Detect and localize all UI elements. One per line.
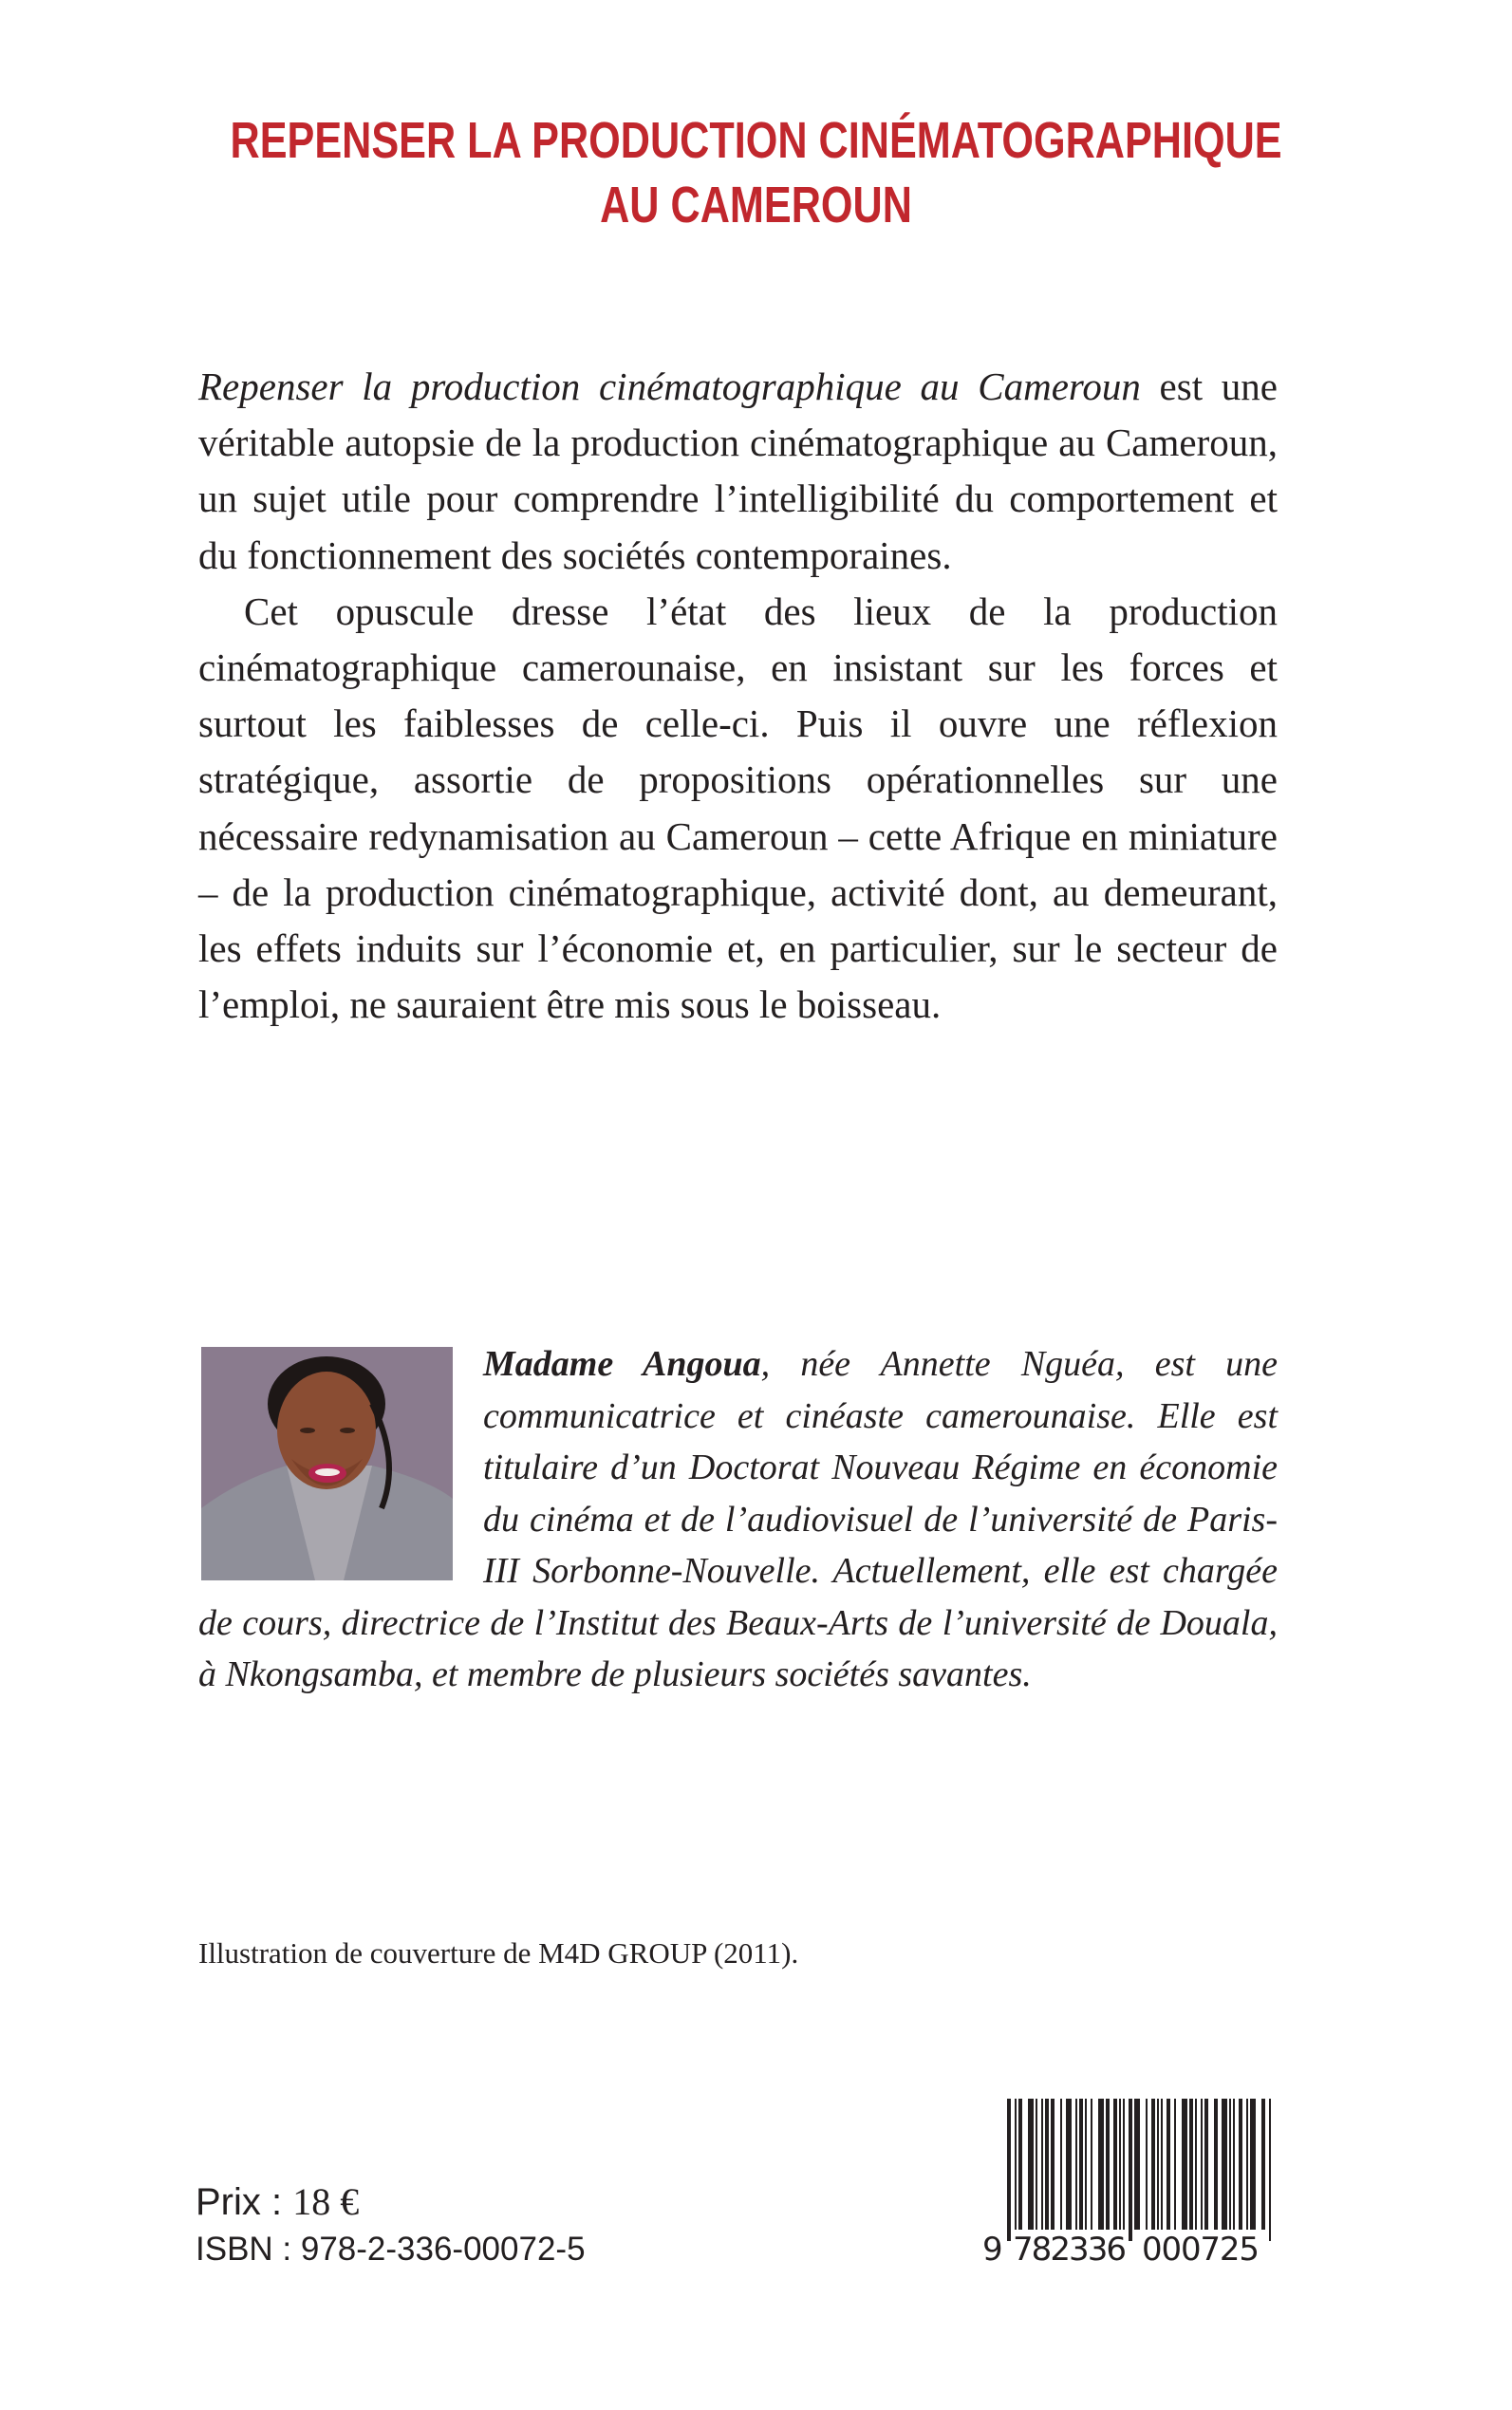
barcode-bar bbox=[1239, 2099, 1242, 2230]
price-value: 18 € bbox=[292, 2180, 360, 2223]
barcode-bar bbox=[1189, 2099, 1193, 2230]
barcode-digit-first: 9 bbox=[982, 2231, 1003, 2265]
book-title-line-1: REPENSER LA PRODUCTION CINÉMATOGRAPHIQUE bbox=[230, 112, 1282, 169]
barcode-bar bbox=[1028, 2099, 1034, 2230]
barcode-bar bbox=[1085, 2099, 1087, 2230]
author-bio bbox=[198, 1338, 1278, 1701]
blurb-paragraph-1 bbox=[198, 359, 1278, 584]
barcode-bar bbox=[1201, 2099, 1203, 2230]
barcode-bar bbox=[1233, 2099, 1235, 2230]
barcode-bar bbox=[1269, 2099, 1271, 2241]
barcode-bar bbox=[1229, 2099, 1231, 2230]
blurb-text: est une véritable autopsie de la production cinématographique au Cameroun, un sujet utile pour comprendre l’intelligibilité du comportement et du fonctionnement des sociétés contemporaines. bbox=[198, 364, 1278, 577]
barcode-bar bbox=[1036, 2099, 1037, 2230]
barcode bbox=[982, 2099, 1279, 2265]
barcode-bar bbox=[1174, 2099, 1176, 2230]
barcode-bar bbox=[1091, 2099, 1092, 2230]
barcode-bar bbox=[1060, 2099, 1062, 2230]
barcode-bar bbox=[1146, 2099, 1148, 2230]
price bbox=[196, 2179, 359, 2224]
barcode-bar bbox=[1129, 2099, 1132, 2241]
barcode-bar bbox=[1041, 2099, 1043, 2230]
price-label: Prix : bbox=[196, 2181, 293, 2223]
isbn: ISBN : 978-2-336-00072-5 bbox=[196, 2231, 586, 2268]
barcode-bar bbox=[1151, 2099, 1155, 2230]
author-bio-text: , née Annette Nguéa, est une communicatrice et cinéaste camerounaise. Elle est titulaire d’un Doctorat Nouveau Régime en économie du cinéma et de l’audiovisuel de l’université de Paris-III Sorbonne-Nouvelle. Actuellement, elle est chargée de cours, directrice de l’Institut des Beaux-Arts de l’université de Douala, à Nkongsamba, et membre de plusieurs sociétés savantes. bbox=[198, 1344, 1278, 1694]
barcode-bar bbox=[1261, 2099, 1265, 2230]
barcode-bar bbox=[1250, 2099, 1256, 2230]
barcode-bar bbox=[1106, 2099, 1110, 2230]
barcode-bar bbox=[1214, 2099, 1218, 2230]
blurb-book-title: Repenser la production cinématographique au Cameroun bbox=[198, 364, 1141, 408]
barcode-bar bbox=[1222, 2099, 1227, 2230]
barcode-bar bbox=[1007, 2099, 1011, 2241]
barcode-bar bbox=[1167, 2099, 1170, 2230]
barcode-bar bbox=[1079, 2099, 1083, 2230]
book-title-line-2: AU CAMEROUN bbox=[600, 177, 912, 234]
barcode-bar bbox=[1157, 2099, 1159, 2230]
barcode-digits-left: 782336 bbox=[1013, 2231, 1127, 2265]
barcode-bar bbox=[1161, 2099, 1163, 2230]
barcode-digits-right: 000725 bbox=[1142, 2231, 1260, 2265]
author-name: Madame Angoua bbox=[483, 1344, 761, 1384]
barcode-bar bbox=[1195, 2099, 1197, 2230]
barcode-bar bbox=[1015, 2099, 1017, 2230]
barcode-bar bbox=[1204, 2099, 1208, 2230]
book-blurb bbox=[198, 359, 1278, 1033]
barcode-bar bbox=[1051, 2099, 1055, 2230]
barcode-bar bbox=[1018, 2099, 1022, 2230]
barcode-bar bbox=[1098, 2099, 1104, 2230]
barcode-bar bbox=[1066, 2099, 1072, 2230]
barcode-bar bbox=[1045, 2099, 1049, 2230]
barcode-bar bbox=[1246, 2099, 1248, 2230]
barcode-bar bbox=[1123, 2099, 1125, 2230]
blurb-paragraph-2: Cet opuscule dresse l’état des lieux de la production cinématographique camerounaise, en insistant sur les forces et surtout les faiblesses de celle-ci. Puis il ouvre une réflexion stratégique, assortie de propositions opérationnelles sur une nécessaire redynamisation au Cameroun – cette Afrique en miniature – de la production cinématographique, activité dont, au demeurant, les effets induits sur l’économie et, en particulier, sur le secteur de l’emploi, ne sauraient être mis sous le boisseau. bbox=[198, 588, 1278, 1027]
barcode-bar bbox=[1113, 2099, 1117, 2230]
barcode-bar bbox=[1119, 2099, 1121, 2230]
barcode-bar bbox=[1075, 2099, 1077, 2230]
barcode-bar bbox=[1134, 2099, 1140, 2230]
cover-illustration-credit: Illustration de couverture de M4D GROUP (2011). bbox=[198, 1936, 799, 1970]
barcode-bar bbox=[1182, 2099, 1187, 2230]
